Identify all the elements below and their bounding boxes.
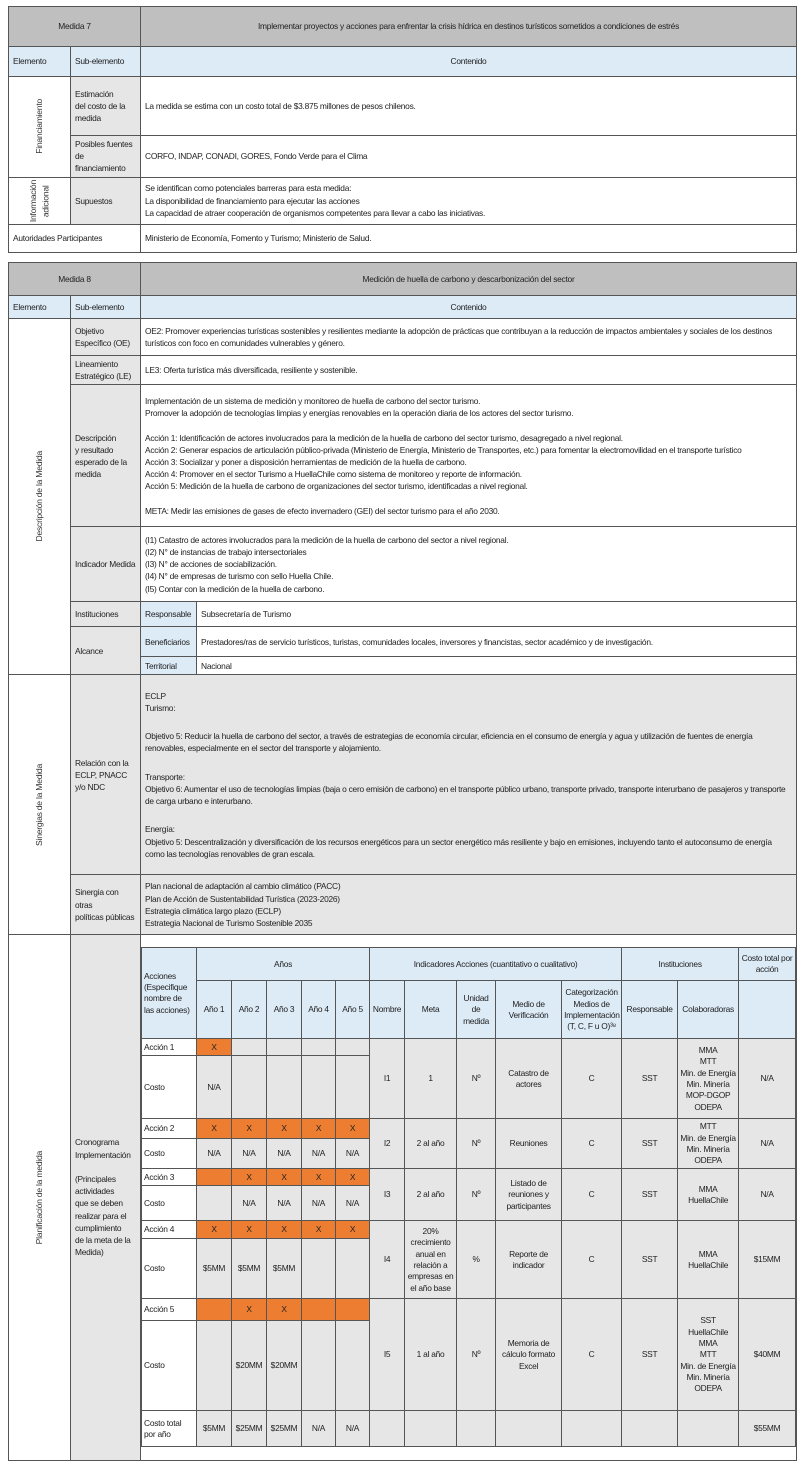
costo-anio: N/A: [336, 1139, 370, 1169]
territorial-label: Territorial: [141, 657, 197, 675]
indicador-medio: Listado de reuniones y participantes: [496, 1169, 562, 1221]
accion-label: Acción 4: [142, 1221, 197, 1239]
accion-row: [142, 1221, 796, 1239]
col-elemento: Elemento: [9, 296, 71, 319]
col-subelemento: Sub-elemento: [71, 296, 141, 319]
total-anio: $5MM: [197, 1411, 232, 1447]
indicador-meta: 20% crecimiento anual en relación a empresas en el año base: [405, 1221, 457, 1299]
total-anio: $25MM: [232, 1411, 267, 1447]
accion-row: [142, 1039, 796, 1056]
accion-label: Acción 1: [142, 1039, 197, 1056]
year-mark-active: X: [302, 1169, 336, 1186]
indicador-nombre: I2: [370, 1119, 405, 1169]
medida-title: Medición de huella de carbono y descarbonización del sector: [141, 263, 797, 296]
costo-anio: $20MM: [267, 1321, 302, 1411]
indicador-medio: Reuniones: [496, 1119, 562, 1169]
year-mark-active: X: [336, 1169, 370, 1186]
anio-header: Año 4: [302, 981, 336, 1039]
col-contenido: Contenido: [141, 47, 797, 77]
indicador-unidad: Nº: [457, 1169, 496, 1221]
anio-header: Año 1: [197, 981, 232, 1039]
group-info-adicional: Información adicional: [28, 179, 51, 222]
colaboradoras: MMA HuellaChile: [678, 1169, 739, 1221]
costo-total-empty: [739, 981, 796, 1039]
le-value: LE3: Oferta turística más diversificada, resiliente y sostenible.: [141, 356, 797, 385]
col-contenido: Contenido: [141, 296, 797, 319]
group-sinergias: Sinergias de la Medida: [34, 763, 45, 846]
costo-total-accion: N/A: [739, 1169, 796, 1221]
cronograma-subheader-row: [142, 981, 796, 1039]
year-mark-active: X: [232, 1221, 267, 1239]
sub-sinergia: Sinergia con otras políticas públicas: [71, 875, 141, 935]
indicador-nombre: I5: [370, 1299, 405, 1411]
year-mark-active: X: [336, 1119, 370, 1139]
sub-indicador: Indicador Medida: [71, 527, 141, 602]
sub-instituciones: Instituciones: [71, 602, 141, 627]
costo-total-header: Costo total por acción: [739, 948, 796, 981]
indicador-meta: 1 al año: [405, 1299, 457, 1411]
costo-anio: $5MM: [197, 1239, 232, 1299]
year-mark-empty: [232, 1039, 267, 1056]
costo-anio: [302, 1321, 336, 1411]
year-mark-active: X: [267, 1299, 302, 1321]
costo-label: Costo: [142, 1321, 197, 1411]
indicador-medio: Reporte de indicador: [496, 1221, 562, 1299]
year-mark-active: X: [336, 1221, 370, 1239]
year-mark-active: X: [197, 1221, 232, 1239]
institucion-col-header: Responsable: [622, 981, 678, 1039]
year-mark-active: X: [197, 1039, 232, 1056]
indicador-medio: Memoria de cálculo formato Excel: [496, 1299, 562, 1411]
indicador-nombre: I1: [370, 1039, 405, 1119]
anios-header: Años: [197, 948, 370, 981]
responsable: SST: [622, 1119, 678, 1169]
group-descripcion: Descripción de la Medida: [34, 451, 45, 542]
indicador-unidad: Nº: [457, 1039, 496, 1119]
oe-value: OE2: Promover experiencias turísticas sostenibles y resilientes mediante la adopción de prácticas que contribuyan a la reducción de impactos ambientales y sociales de los destinos turísticos con foco en comunidades vulnerables y género.: [141, 319, 797, 356]
costo-anio: [232, 1056, 267, 1119]
accion-label: Acción 3: [142, 1169, 197, 1186]
total-anio: $25MM: [267, 1411, 302, 1447]
indicadores-header: Indicadores Acciones (cuantitativo o cualitativo): [370, 948, 622, 981]
year-mark-active: [197, 1299, 232, 1321]
indicador-categoria: C: [562, 1169, 622, 1221]
costo-label: Costo: [142, 1186, 197, 1221]
accion-label: Acción 5: [142, 1299, 197, 1321]
costo-anio: N/A: [336, 1186, 370, 1221]
costo-anio: [302, 1239, 336, 1299]
year-mark-empty: [267, 1039, 302, 1056]
sinergia-value: Plan nacional de adaptación al cambio climático (PACC) Plan de Acción de Sustentabilidad Turística (2023-2026) Estrategia climática largo plazo (ECLP) Estrategia Nacional de Turismo Sostenible 2035: [141, 875, 797, 935]
indicador-meta: 2 al año: [405, 1119, 457, 1169]
accion-label: Acción 2: [142, 1119, 197, 1139]
costo-label: Costo: [142, 1139, 197, 1169]
indicador-categoria: C: [562, 1119, 622, 1169]
responsable: SST: [622, 1169, 678, 1221]
anio-header: Año 2: [232, 981, 267, 1039]
sub-alcance: Alcance: [71, 627, 141, 675]
costo-anio: [302, 1056, 336, 1119]
sub-supuestos: Supuestos: [71, 177, 141, 224]
costo-total-accion: $40MM: [739, 1299, 796, 1411]
institucion-col-header: Colaboradoras: [678, 981, 739, 1039]
costo-label: Costo: [142, 1239, 197, 1299]
total-general: $55MM: [739, 1411, 796, 1447]
total-row: [142, 1411, 796, 1447]
total-empty: [562, 1411, 622, 1447]
anio-header: Año 3: [267, 981, 302, 1039]
year-mark-active: X: [267, 1119, 302, 1139]
group-financiamiento: Financiamiento: [34, 99, 45, 155]
year-mark-active: X: [232, 1169, 267, 1186]
costo-anio: N/A: [232, 1186, 267, 1221]
medida-label: Medida 7: [9, 7, 141, 47]
indicador-unidad: Nº: [457, 1119, 496, 1169]
year-mark-active: X: [302, 1119, 336, 1139]
costo-anio: N/A: [302, 1139, 336, 1169]
costo-anio: N/A: [232, 1139, 267, 1169]
year-mark-active: X: [267, 1221, 302, 1239]
fuentes-value: CORFO, INDAP, CONADI, GORES, Fondo Verde para el Clima: [141, 136, 797, 178]
year-mark-active: [197, 1169, 232, 1186]
costo-anio: N/A: [267, 1139, 302, 1169]
indicador-col-header: Medio de Verificación: [496, 981, 562, 1039]
responsable: SST: [622, 1299, 678, 1411]
costo-anio: [336, 1321, 370, 1411]
costo-total-accion: $15MM: [739, 1221, 796, 1299]
year-mark-empty: [336, 1039, 370, 1056]
sub-cronograma: Cronograma Implementación (Principales actividades que se deben realizar para el cumplimiento de la meta de la Medida): [71, 935, 141, 1460]
costo-total-accion: N/A: [739, 1039, 796, 1119]
costo-total-accion: N/A: [739, 1119, 796, 1169]
total-anio: N/A: [302, 1411, 336, 1447]
total-empty: [370, 1411, 405, 1447]
medida-7-table: [8, 6, 797, 253]
acciones-header: Acciones (Especifique nombre de las acciones): [142, 948, 197, 1039]
relacion-energia: Energía: Objetivo 5: Descentralización y diversificación de los recursos energéticos para un sector energético más resiliente y bajo en emisiones, incluyendo tanto el autoconsumo de energía como las tecnologías renovables de gran escala.: [145, 824, 772, 859]
accion-row: [142, 1299, 796, 1321]
beneficiarios-label: Beneficiarios: [141, 627, 197, 657]
costo-anio: $5MM: [232, 1239, 267, 1299]
year-mark-active: [302, 1299, 336, 1321]
indicador-nombre: I3: [370, 1169, 405, 1221]
sub-oe: Objetivo Específico (OE): [71, 319, 141, 356]
indicador-value: (I1) Catastro de actores involucrados para la medición de la huella de carbono del sector a nivel regional. (I2) N° de instancias de trabajo intersectoriales (I3) N° de acciones de sociabilización. (I4) N° de empresas de turismo con sello Huella Chile. (I5) Contar con la medición de la huella de carbono.: [141, 527, 797, 602]
medida-title: Implementar proyectos y acciones para enfrentar la crisis hídrica en destinos turísticos sometidos a condiciones de estrés: [141, 7, 797, 47]
accion-row: [142, 1119, 796, 1139]
medida-8-table: [8, 262, 797, 1461]
costo-anio: N/A: [267, 1186, 302, 1221]
col-subelemento: Sub-elemento: [71, 47, 141, 77]
indicador-unidad: %: [457, 1221, 496, 1299]
indicador-categoria: C: [562, 1299, 622, 1411]
costo-anio: [197, 1321, 232, 1411]
costo-anio: $20MM: [232, 1321, 267, 1411]
relacion-eclp: ECLP Turismo:: [145, 690, 176, 713]
beneficiarios-value: Prestadores/ras de servicio turísticos, turistas, comunidades locales, inversores y financistas, sector académico y de investigación.: [197, 627, 797, 657]
supuestos-value: Se identifican como potenciales barreras para esta medida: La disponibilidad de financiamiento para ejecutar las acciones La capacidad de atraer cooperación de organismos competentes para llevar a cabo las iniciativas.: [141, 177, 797, 224]
indicador-col-header: Nombre: [370, 981, 405, 1039]
costo-anio: N/A: [197, 1056, 232, 1119]
year-mark-active: X: [302, 1221, 336, 1239]
year-mark-active: X: [232, 1119, 267, 1139]
anio-header: Año 5: [336, 981, 370, 1039]
indicador-col-header: Unidad de medida: [457, 981, 496, 1039]
instituciones-header: Instituciones: [622, 948, 739, 981]
col-elemento: Elemento: [9, 47, 71, 77]
cronograma-table: [141, 947, 796, 1447]
total-empty: [405, 1411, 457, 1447]
autoridades-label: Autoridades Participantes: [9, 224, 141, 252]
total-empty: [678, 1411, 739, 1447]
sub-relacion: Relación con la ECLP, PNACC y/o NDC: [71, 675, 141, 875]
indicador-meta: 2 al año: [405, 1169, 457, 1221]
indicador-col-header: Categorización Medios de Implementación (T, C, F u O)³⁸: [562, 981, 622, 1039]
year-mark-active: X: [232, 1299, 267, 1321]
indicador-categoria: C: [562, 1221, 622, 1299]
relacion-turismo: Objetivo 5: Reducir la huella de carbono del sector, a través de estrategias de economía circular, eficiencia en el consumo de energía y agua y utilización de fuentes de energía renovables, especialmente en el sector del transporte y alojamiento.: [145, 731, 753, 754]
descripcion-value: Implementación de un sistema de medición y monitoreo de huella de carbono del sector turismo. Promover la adopción de tecnologías limpias y energías renovables en la operación diaria de los actores del sector turismo. Acción 1: Identificación de actores involucrados para la medición de la huella de carbono del sector turismo, desagregado a nivel regional. Acción 2: Generar espacios de articulación público-privada (Ministerio de Energía, Ministerio de Transportes, etc.) para fomentar la electromovilidad en el transporte turístico Acción 3: Socializar y poner a disposición herramientas de medición de la huella de carbono. Acción 4: Promover en el sector Turismo a HuellaChile como sistema de monitoreo y reporte de información. Acción 5: Medición de la huella de carbono de organizaciones del sector turismo, identificadas a nivel regional. META: Medir las emisiones de gases de efecto invernadero (GEI) del sector turismo para el año 2030.: [141, 385, 797, 527]
indicador-categoria: C: [562, 1039, 622, 1119]
indicador-col-header: Meta: [405, 981, 457, 1039]
costo-anio: N/A: [302, 1186, 336, 1221]
responsable: SST: [622, 1221, 678, 1299]
responsable: SST: [622, 1039, 678, 1119]
costo-anio: N/A: [197, 1139, 232, 1169]
indicador-meta: 1: [405, 1039, 457, 1119]
group-planificacion: Planificación de la medida: [34, 1150, 45, 1245]
accion-row: [142, 1169, 796, 1186]
total-anio: N/A: [336, 1411, 370, 1447]
year-mark-empty: [302, 1039, 336, 1056]
costo-anio: [336, 1056, 370, 1119]
year-mark-active: X: [197, 1119, 232, 1139]
medida-label: Medida 8: [9, 263, 141, 296]
colaboradoras: MTT Min. de Energía Min. Minería ODEPA: [678, 1119, 739, 1169]
colaboradoras: MMA HuellaChile: [678, 1221, 739, 1299]
autoridades-value: Ministerio de Economía, Fomento y Turismo; Ministerio de Salud.: [141, 224, 797, 252]
indicador-medio: Catastro de actores: [496, 1039, 562, 1119]
estimacion-value: La medida se estima con un costo total de $3.875 millones de pesos chilenos.: [141, 77, 797, 136]
costo-label: Costo: [142, 1056, 197, 1119]
costo-anio: [267, 1056, 302, 1119]
territorial-value: Nacional: [197, 657, 797, 675]
responsable-value: Subsecretaría de Turismo: [197, 602, 797, 627]
total-label: Costo total por año: [142, 1411, 197, 1447]
sub-le: Lineamiento Estratégico (LE): [71, 356, 141, 385]
sub-fuentes: Posibles fuentes de financiamiento: [71, 136, 141, 178]
total-empty: [457, 1411, 496, 1447]
indicador-nombre: I4: [370, 1221, 405, 1299]
costo-anio: $5MM: [267, 1239, 302, 1299]
relacion-transporte: Transporte: Objetivo 6: Aumentar el uso de tecnologías limpias (baja o cero emisión de carbono) en el transporte público urbano, transporte privado, transporte interurbano de pasajeros y transporte de carga urbano e interurbano.: [145, 771, 786, 807]
total-empty: [622, 1411, 678, 1447]
colaboradoras: MMA MTT Min. de Energía Min. Minería MOP-DGOP ODEPA: [678, 1039, 739, 1119]
colaboradoras: SST HuellaChile MMA MTT Min. de Energía Min. Minería ODEPA: [678, 1299, 739, 1411]
total-empty: [496, 1411, 562, 1447]
cronograma-header-row: [142, 948, 796, 981]
sub-estimacion: Estimación del costo de la medida: [71, 77, 141, 136]
costo-anio: [197, 1186, 232, 1221]
year-mark-active: X: [267, 1169, 302, 1186]
year-mark-active: [336, 1299, 370, 1321]
responsable-label: Responsable: [141, 602, 197, 627]
costo-anio: [336, 1239, 370, 1299]
indicador-unidad: Nº: [457, 1299, 496, 1411]
sub-descripcion: Descripción y resultado esperado de la medida: [71, 385, 141, 527]
